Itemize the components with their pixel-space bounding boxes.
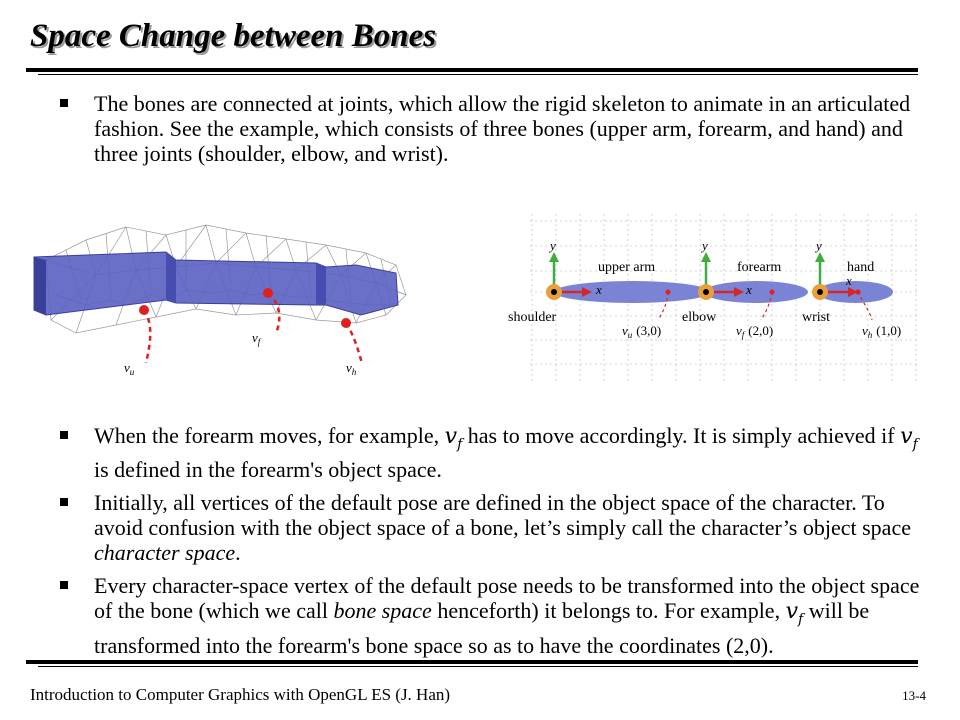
vertex-vf-marker <box>263 288 273 298</box>
axis-y-label-elbow: y <box>702 238 708 253</box>
arm-mesh-figure <box>26 205 416 395</box>
title-rule <box>26 68 918 72</box>
axis-x-label-elbow: x <box>746 282 752 297</box>
vertex-vf-dot <box>770 290 775 295</box>
joint-shoulder-axes <box>546 252 592 300</box>
axis-y-label-wrist: y <box>816 238 822 253</box>
axis-y-label-shoulder: y <box>550 238 556 253</box>
vertex-vu-marker <box>139 305 149 315</box>
bullet-square-icon <box>60 498 68 506</box>
bullet-text: The bones are connected at joints, which allow the rigid skeleton to animate in an articulated fashion. See the example, which consists of three bones (upper arm, forearm, and hand) and three joints (shoulder, elbow, and wrist). <box>94 91 911 166</box>
bullet-square-icon <box>60 431 68 439</box>
vh-leader <box>346 323 362 363</box>
axis-x-label-wrist: x <box>846 273 852 288</box>
bone-label-upper-arm: upper arm <box>598 260 656 275</box>
axis-x-label-shoulder: x <box>596 282 602 297</box>
vertex-vf-label: $v_f$ (2,0) <box>736 323 774 340</box>
bullet-item <box>60 423 926 482</box>
bullet-list-top <box>60 91 926 174</box>
arm-end-cap <box>34 257 46 315</box>
joint-label-wrist: wrist <box>802 310 830 325</box>
bone-diagram-svg <box>508 206 930 386</box>
joint-label-shoulder: shoulder <box>508 310 557 325</box>
bullet-list-bottom <box>60 423 926 666</box>
bullet-text: Initially, all vertices of the default pose are defined in the object space of the character. To avoid confusion with the object space of a bone, let’s simply call the character’s object space character space. <box>94 490 911 566</box>
bullet-text: Every character-space vertex of the default pose needs to be transformed into the object space of the bone (which we call bone space henceforth) it belongs to. For example, $v_f$ will be transformed into the forearm's bone space so as to have the coordinates (2,0). <box>94 573 920 658</box>
page-title: Space Change between Bones <box>30 18 437 54</box>
vu-label: $v_u$ <box>124 360 135 377</box>
vertex-vu-dot <box>666 290 671 295</box>
bone-diagram-figure <box>508 206 930 391</box>
bone-label-forearm: forearm <box>737 260 782 275</box>
vu-leader <box>144 310 150 363</box>
vertex-vh-dot <box>856 290 861 295</box>
vertex-vh-marker <box>341 318 351 328</box>
footer-rule-thin <box>38 666 918 667</box>
title-rule-thin <box>38 74 918 75</box>
bullet-item <box>60 91 926 166</box>
vertex-vu-label: $v_u$ (3,0) <box>622 323 662 340</box>
joint-label-elbow: elbow <box>682 310 717 325</box>
arm-mesh-svg <box>26 205 416 390</box>
bullet-square-icon <box>60 99 68 107</box>
elbow-fold <box>166 252 176 303</box>
bullet-item <box>60 573 926 657</box>
bullet-item <box>60 490 926 565</box>
footer-course-title: Introduction to Computer Graphics with OpenGL ES (J. Han) <box>30 685 451 704</box>
bullet-square-icon <box>60 581 68 589</box>
vf-label: $v_f$ <box>252 330 261 347</box>
bone-label-hand: hand <box>847 260 875 275</box>
wrist-fold <box>316 263 326 305</box>
vertex-vh-label: $v_h$ (1,0) <box>862 323 902 340</box>
vh-label: $v_h$ <box>346 360 357 377</box>
arm-skin-shape <box>34 252 398 315</box>
footer-rule <box>26 660 918 664</box>
bullet-text: When the forearm moves, for example, $v_f$ has to move accordingly. It is simply achieved if $v_f$ is defined in the forearm's object space. <box>94 423 918 483</box>
page-number: 13-4 <box>902 688 926 703</box>
